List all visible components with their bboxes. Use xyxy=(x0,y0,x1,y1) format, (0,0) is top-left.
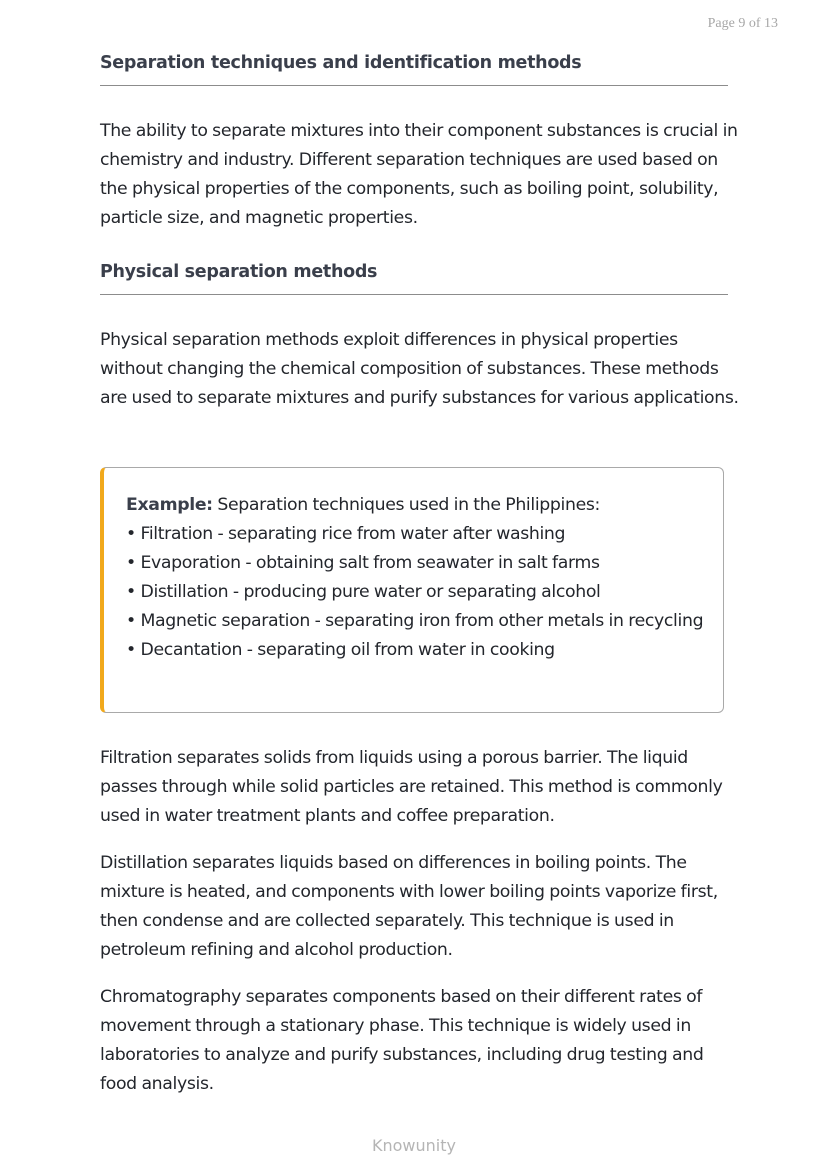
example-item-filtration: • Filtration - separating rice from water after washing xyxy=(126,524,566,544)
example-item-distillation: • Distillation - producing pure water or separating alcohol xyxy=(126,582,601,602)
filtration-paragraph: Filtration separates solids from liquids using a porous barrier. The liquid passes through while solid particles are retained. This method is commonly used in water treatment plants and coffee preparation. xyxy=(100,748,723,826)
example-label: Example: xyxy=(126,495,213,515)
chromatography-paragraph: Chromatography separates components based on their different rates of movement through a stationary phase. This technique is widely used in laboratories to analyze and purify substances, including drug testing and food analysis. xyxy=(100,987,704,1094)
section-heading-physical-separation: Physical separation methods xyxy=(100,262,728,295)
footer-brand: Knowunity xyxy=(372,1136,456,1155)
example-item-evaporation: • Evaporation - obtaining salt from seawater in salt farms xyxy=(126,553,600,573)
example-content xyxy=(126,491,716,665)
example-callout xyxy=(100,467,724,713)
example-item-decantation: • Decantation - separating oil from water in cooking xyxy=(126,640,555,660)
intro-paragraph: The ability to separate mixtures into their component substances is crucial in chemistry and industry. Different separation techniques are used based on the physical properties of the components, such as boiling point, solubility, particle size, and magnetic properties. xyxy=(100,121,738,228)
physical-methods-paragraph: Physical separation methods exploit differences in physical properties without changing the chemical composition of substances. These methods are used to separate mixtures and purify substances for various applications. xyxy=(100,330,739,408)
page-number: Page 9 of 13 xyxy=(707,16,778,31)
distillation-paragraph: Distillation separates liquids based on differences in boiling points. The mixture is heated, and components with lower boiling points vaporize first, then condense and are collected separately. This technique is used in petroleum refining and alcohol production. xyxy=(100,853,718,960)
example-intro: Separation techniques used in the Philippines: xyxy=(212,495,600,515)
section-heading-separation-techniques: Separation techniques and identification methods xyxy=(100,53,728,86)
example-item-magnetic-separation: • Magnetic separation - separating iron from other metals in recycling xyxy=(126,611,704,631)
example-intro-line xyxy=(126,491,716,520)
